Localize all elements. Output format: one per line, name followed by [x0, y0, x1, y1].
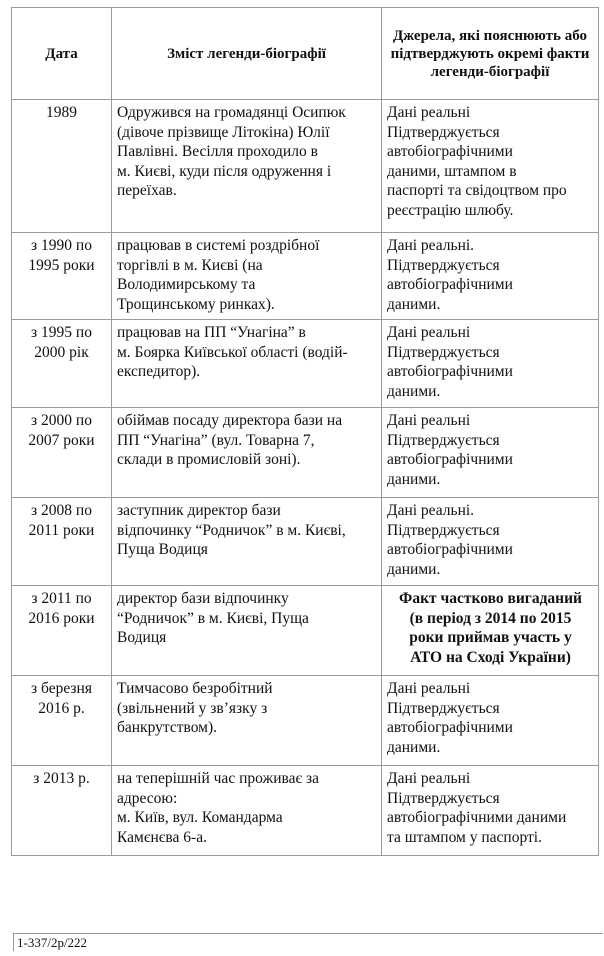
source-cell [382, 320, 599, 408]
date-line: з 1995 по [31, 324, 92, 341]
source-cell [382, 233, 599, 320]
source-line: Дані реальні [387, 770, 471, 787]
source-line: автобіографічними даними [387, 809, 567, 826]
source-line: автобіографічними [387, 276, 513, 293]
content-line: банкрутством). [117, 719, 218, 736]
table-header-row [12, 8, 599, 100]
content-line: Трощинському ринках). [117, 295, 275, 313]
table-row [12, 498, 599, 586]
content-line: експедитор). [117, 363, 201, 380]
content-line: торгівлі в м. Києві (на [117, 256, 263, 274]
content-line: на теперішній час проживає за [117, 770, 320, 787]
date-line: з 2013 р. [33, 770, 90, 787]
source-line: Підтверджується [387, 521, 500, 539]
source-line: Факт частково вигаданий [399, 590, 582, 607]
content-line: Одружився на громадянці Осипюк [117, 104, 346, 121]
content-cell [112, 408, 382, 498]
content-line: Володимирському та [117, 276, 256, 293]
content-line: переїхав. [117, 182, 177, 199]
source-line: Дані реальні [387, 680, 471, 697]
date-cell [12, 766, 112, 856]
content-cell [112, 586, 382, 676]
date-line: 2011 роки [28, 521, 95, 539]
content-line: “Родничок” в м. Києві, Пуща [117, 609, 309, 627]
date-line: 2000 рік [34, 343, 89, 361]
content-line: заступник директор бази [117, 502, 281, 519]
source-line: (в період з 2014 по 2015 [409, 609, 572, 627]
date-cell [12, 498, 112, 586]
source-line: Підтверджується [387, 431, 500, 449]
date-cell [12, 233, 112, 320]
source-line: АТО на Сході України) [410, 648, 571, 666]
legend-biography-table [11, 7, 599, 856]
date-line: з 1990 по [31, 237, 92, 254]
table-row [12, 676, 599, 766]
date-line: 2007 роки [28, 431, 95, 449]
source-line: даними, штампом в [387, 162, 517, 180]
content-line: директор бази відпочинку [117, 590, 289, 607]
date-line: з 2011 по [31, 590, 92, 607]
table-row [12, 233, 599, 320]
source-line: Дані реальні. [387, 502, 475, 519]
table-row [12, 320, 599, 408]
source-line: даними. [387, 470, 441, 488]
table-body [12, 100, 599, 856]
content-cell [112, 676, 382, 766]
source-line: автобіографічними [387, 719, 513, 736]
content-line: склади в промисловій зоні). [117, 451, 301, 468]
source-line: автобіографічними [387, 143, 513, 160]
source-line: Підтверджується [387, 699, 500, 717]
content-line: м. Боярка Київської області (водій- [117, 343, 348, 361]
content-line: працював в системі роздрібної [117, 237, 320, 254]
source-cell [382, 676, 599, 766]
content-line: адресою: [117, 789, 178, 807]
date-cell [12, 100, 112, 233]
header-date: Дата [12, 8, 112, 100]
source-line: даними. [387, 295, 441, 313]
date-cell [12, 408, 112, 498]
table-row [12, 766, 599, 856]
content-line: Водиця [117, 629, 167, 646]
source-line: даними. [387, 560, 441, 578]
header-content: Зміст легенди-біографії [112, 8, 382, 100]
source-line: Дані реальні [387, 324, 471, 341]
table-row [12, 408, 599, 498]
source-line: Дані реальні [387, 412, 471, 429]
content-line: Камєнєва 6-а. [117, 828, 207, 846]
content-cell [112, 100, 382, 233]
date-line: 1995 роки [28, 256, 95, 274]
source-line: та штампом у паспорті. [387, 828, 542, 846]
date-line: з 2000 по [31, 412, 92, 429]
source-line: автобіографічними [387, 541, 513, 558]
source-cell [382, 766, 599, 856]
source-line: автобіографічними [387, 363, 513, 380]
source-line: паспорті та свідоцтвом про [387, 182, 567, 199]
date-line: з березня [31, 680, 92, 697]
content-cell [112, 233, 382, 320]
source-line: Підтверджується [387, 789, 500, 807]
date-cell [12, 320, 112, 408]
content-cell [112, 498, 382, 586]
source-line: Дані реальні. [387, 237, 475, 254]
source-line: Підтверджується [387, 343, 500, 361]
source-line: даними. [387, 738, 441, 756]
content-line: відпочинку “Родничок” в м. Києві, [117, 521, 346, 539]
content-line: Пуща Водиця [117, 541, 208, 558]
source-line: Підтверджується [387, 256, 500, 274]
date-cell [12, 586, 112, 676]
table-row [12, 100, 599, 233]
content-line: (дівоче прізвище Літокіна) Юлії [117, 123, 330, 141]
source-line: автобіографічними [387, 451, 513, 468]
document-footer-code: 1-337/2р/222 [13, 933, 603, 951]
content-line: м. Києві, куди після одруження і [117, 162, 332, 180]
content-line: Тимчасово безробітний [117, 680, 273, 697]
date-cell [12, 676, 112, 766]
content-line: (звільнений у зв’язку з [117, 699, 268, 717]
date-line: 2016 роки [28, 609, 95, 627]
source-line: Підтверджується [387, 123, 500, 141]
source-line: Дані реальні [387, 104, 471, 121]
table-row [12, 586, 599, 676]
source-line: даними. [387, 382, 441, 400]
date-line: 1989 [46, 104, 77, 121]
date-line: 2016 р. [38, 699, 85, 717]
source-line: реєстрацію шлюбу. [387, 201, 514, 219]
content-line: ПП “Унагіна” (вул. Товарна 7, [117, 431, 315, 449]
source-line: роки приймав участь у [409, 629, 572, 646]
content-cell [112, 320, 382, 408]
header-sources: Джерела, які пояснюють або підтверджують окремі факти легенди-біографії [382, 8, 599, 100]
content-line: працював на ПП “Унагіна” в [117, 324, 306, 341]
source-cell [382, 100, 599, 233]
date-line: з 2008 по [31, 502, 92, 519]
content-line: Павлівні. Весілля проходило в [117, 143, 318, 160]
source-cell [382, 498, 599, 586]
source-cell [382, 586, 599, 676]
source-cell [382, 408, 599, 498]
content-line: м. Київ, вул. Командарма [117, 809, 283, 826]
content-cell [112, 766, 382, 856]
content-line: обіймав посаду директора бази на [117, 412, 343, 429]
